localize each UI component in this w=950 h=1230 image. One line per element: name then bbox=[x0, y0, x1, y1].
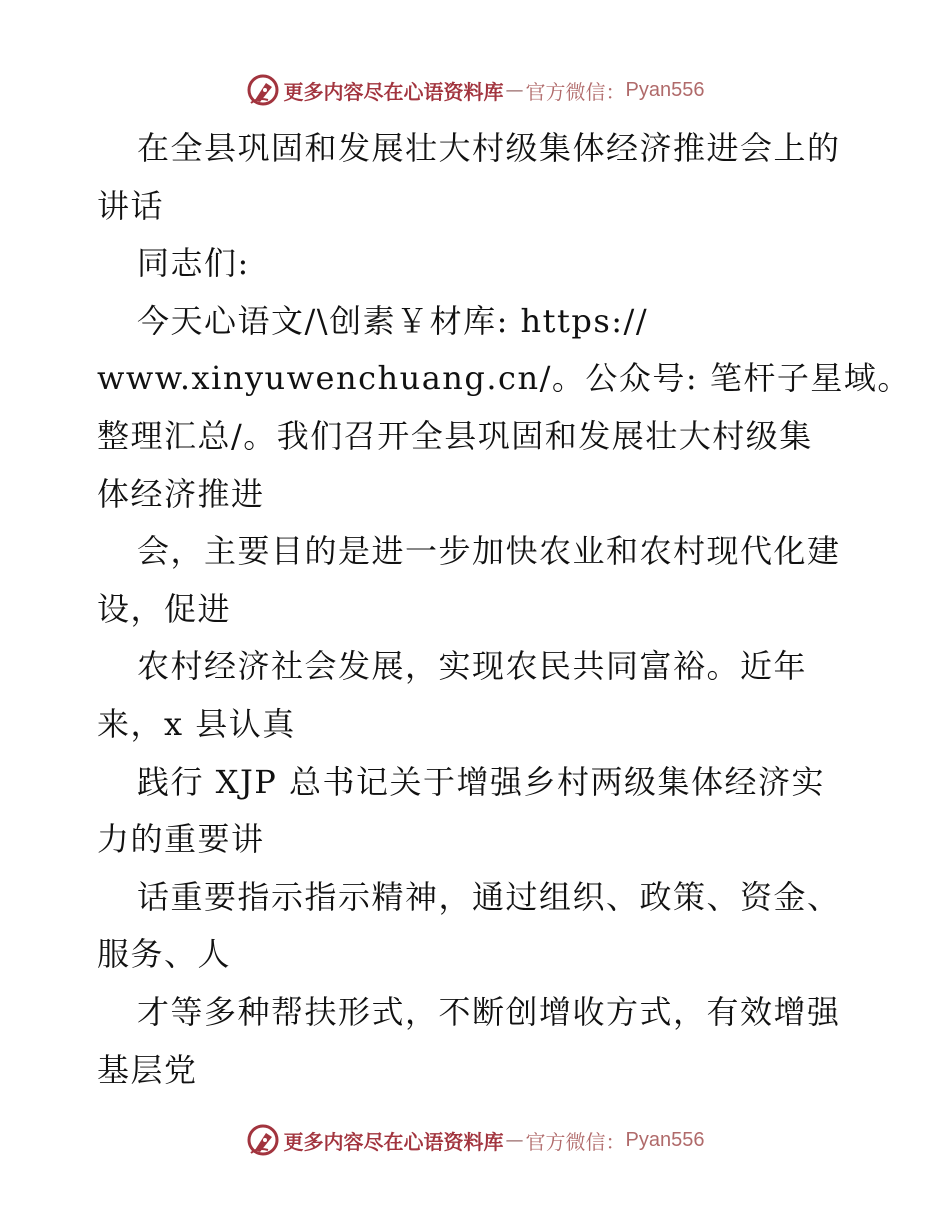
text-line: 设，促进 bbox=[97, 589, 232, 628]
text-line: 来，x 县认真 bbox=[97, 704, 296, 743]
pen-nib-logo-icon bbox=[246, 73, 280, 107]
watermark-library-text: 更多内容尽在心语资料库 bbox=[283, 79, 504, 104]
watermark-library-text: 更多内容尽在心语资料库 bbox=[283, 1129, 504, 1154]
text-line: 会，主要目的是进一步加快农业和农村现代化建 bbox=[137, 532, 841, 571]
watermark-wechat-label: 官方微信： bbox=[525, 1129, 626, 1154]
watermark-wechat-id: Pyan556 bbox=[625, 78, 705, 101]
watermark-separator: — bbox=[505, 1129, 524, 1151]
text-line: www.xinyuwenchuang.cn/。公众号: 笔杆子星域。 bbox=[97, 359, 911, 398]
text-line: 话重要指示指示精神，通过组织、政策、资金、 bbox=[137, 877, 841, 916]
text-line: 体经济推进 bbox=[97, 474, 265, 513]
text-line: 服务、人 bbox=[97, 935, 232, 974]
watermark-wechat-label: 官方微信： bbox=[525, 79, 626, 104]
text-line: 农村经济社会发展，实现农民共同富裕。近年 bbox=[137, 647, 808, 686]
text-line: 力的重要讲 bbox=[97, 820, 265, 859]
text-line: 同志们: bbox=[137, 244, 250, 283]
watermark-separator: — bbox=[505, 79, 524, 101]
watermark-inner bbox=[246, 1123, 705, 1157]
document-body bbox=[97, 120, 911, 1099]
text-line: 才等多种帮扶形式，不断创增收方式，有效增强 bbox=[137, 992, 841, 1031]
text-line: 整理汇总/。我们召开全县巩固和发展壮大村级集 bbox=[97, 416, 813, 455]
text-line: 今天心语文/\创素￥材库: https:// bbox=[137, 301, 649, 340]
header-watermark-banner bbox=[0, 70, 950, 110]
pen-nib-logo-icon bbox=[246, 1123, 280, 1157]
watermark-inner bbox=[246, 73, 705, 107]
text-line: 讲话 bbox=[97, 186, 165, 225]
text-line: 在全县巩固和发展壮大村级集体经济推进会上的 bbox=[137, 129, 841, 167]
text-line: 基层党 bbox=[97, 1050, 198, 1089]
watermark-wechat-id: Pyan556 bbox=[625, 1128, 705, 1151]
footer-watermark-banner bbox=[0, 1120, 950, 1160]
text-line: 践行 XJP 总书记关于增强乡村两级集体经济实 bbox=[137, 762, 825, 801]
